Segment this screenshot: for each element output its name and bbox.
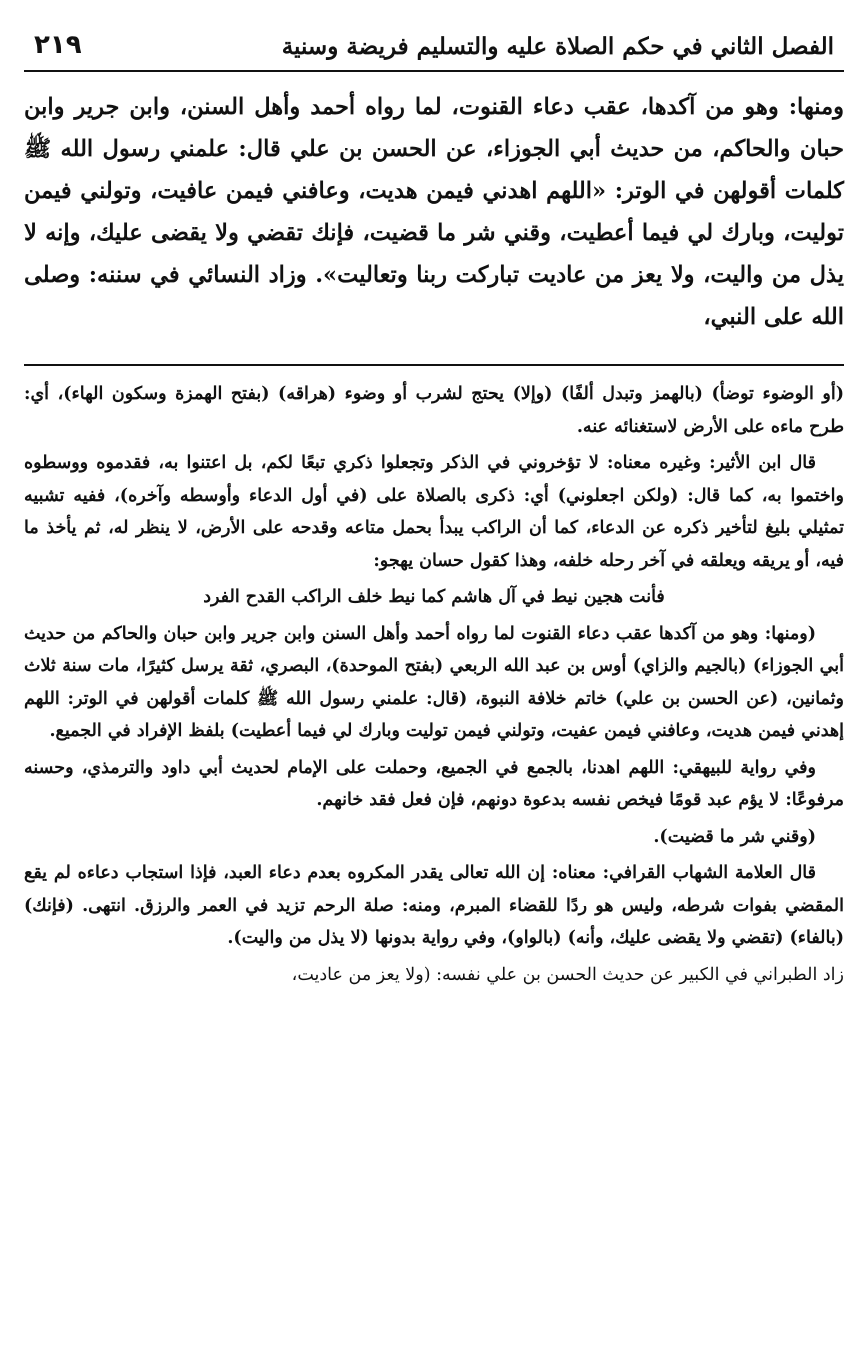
running-title: الفصل الثاني في حكم الصلاة عليه والتسليم فريضة وسنية	[281, 33, 834, 60]
page-number: ٢١٩	[34, 30, 82, 60]
note-paragraph: (أو الوضوء توضأ) (بالهمز وتبدل ألفًا) (وإلا) يحتج لشرب أو وضوء (هراقه) (بفتح الهمزة وسكون الهاء)، أي: طرح ماءه على الأرض لاستغنائه عنه.	[24, 384, 844, 437]
page-header	[24, 30, 844, 72]
note-paragraph: (ومنها: وهو من آكدها عقب دعاء القنوت لما رواه أحمد وأهل السنن وابن جرير وابن حبان والحاكم من حديث أبي الجوزاء) (بالجيم والزاي) أوس بن عبد الله الربعي (بفتح الموحدة)، البصري، ثقة يرسل كثيرًا، مات سنة ثلاث وثمانين، (عن الحسن بن علي) خاتم خلافة النبوة، (قال: علمني رسول الله ﷺ كلمات أقولهن في الوتر: اللهم إهدني فيمن هديت، وعافني فيمن عفيت، وتولني فيمن توليت وبارك لي فيما أعطيت) بلفظ الإفراد في الجميع.	[24, 623, 844, 741]
note-paragraph: قال العلامة الشهاب القرافي: معناه: إن الله تعالى يقدر المكروه بعدم دعاء العبد، فإذا استجاب دعاءه لم يقع المقضي بفوات شرطه، وليس هو ردًا للقضاء المبرم، ومنه: صلة الرحم تزيد في العمر والرزق. انتهى. (فإنك) (بالفاء) (تقضي ولا يقضى عليك، وأنه) (بالواو)، وفي رواية بدونها (لا يذل من واليت).	[24, 863, 844, 948]
footnote-divider	[24, 364, 844, 366]
footnotes	[24, 378, 844, 991]
main-text: ومنها: وهو من آكدها، عقب دعاء القنوت، لما رواه أحمد وأهل السنن، وابن جرير وابن حبان والحاكم، من حديث أبي الجوزاء، عن الحسن بن علي قال: علمني رسول الله ﷺ كلمات أقولهن في الوتر: «اللهم اهدني فيمن هديت، وعافني فيمن عافيت، وتولني فيمن توليت، وبارك لي فيما أعطيت، وقني شر ما قضيت، فإنك تقضي ولا يقضى عليك، وإنه لا يذل من واليت، ولا يعز من عاديت تباركت ربنا وتعاليت». وزاد النسائي في سننه: وصلى الله على النبي،	[24, 94, 844, 330]
note-paragraph: (وقني شر ما قضيت).	[653, 826, 816, 847]
note-paragraph: قال ابن الأثير: وغيره معناه: لا تؤخروني في الذكر وتجعلوا ذكري تبعًا لكم، بل اعتنوا به، فقدموه ووسطوه واختموا به، كما قال: (ولكن اجعلوني) أي: ذكرى بالصلاة على (في أول الدعاء وأوسطه وآخره)، ففيه تشبيه تمثيلي بليغ لتأخير ذكره عن الدعاء، كما أن الراكب يبدأ بحمل متاعه وقدحه على الأرض، لا ينظر له، ثم يأخذ ما فيه، أو يريقه ويعلقه في آخر رحله خلفه، وهذا كقول حسان يهجو:	[24, 453, 844, 571]
note-paragraph: وفي رواية للبيهقي: اللهم اهدنا، بالجمع في الجميع، وحملت على الإمام لحديث أبي داود والترمذي، وحسنه مرفوعًا: لا يؤم عبد قومًا فيخص نفسه بدعوة دونهم، فإن فعل فقد خانهم.	[24, 757, 844, 810]
note-paragraph: زاد الطبراني في الكبير عن حديث الحسن بن علي نفسه: (ولا يعز من عاديت،	[291, 964, 844, 985]
poetry-verse: فأنت هجين نيط في آل هاشم كما نيط خلف الراكب القدح الفرد	[203, 587, 665, 607]
